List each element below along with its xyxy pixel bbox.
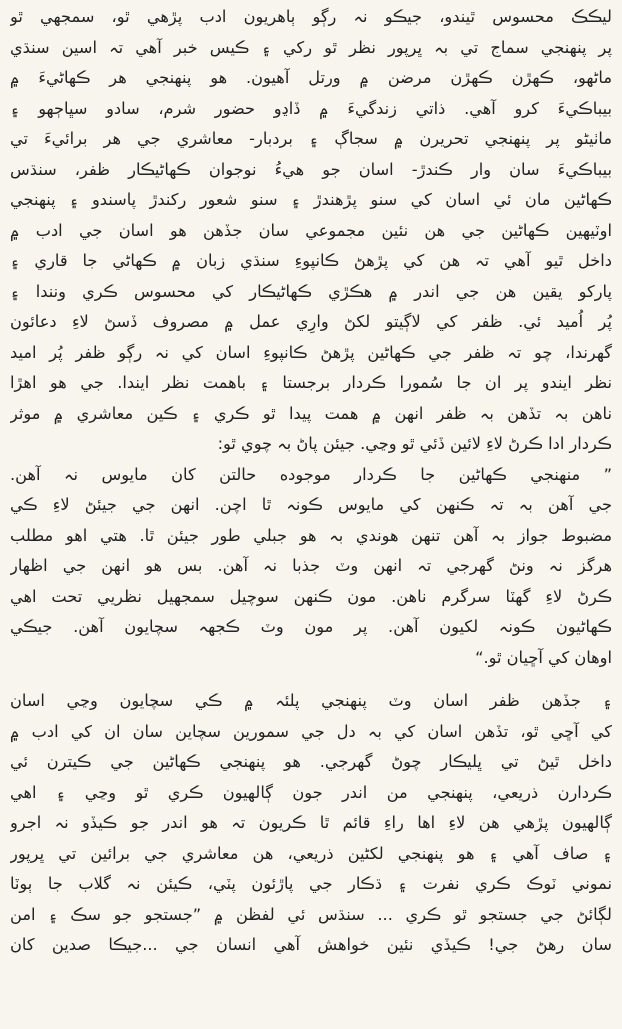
paragraph-intro [10,2,612,460]
text-line: لڳائڻ جي جستجو ٿو ڪري ... سنڌس ئي لفظن ۾ ”جستجو جو سڪ ۽ امن [10,904,612,924]
text-line: اوهان کي آڇيان ٿو.“ [475,647,612,667]
text-line: پُر اُميد ئي. ظفر کي لاڳيتو لکڻ وارِي عمل ۾ مصروف ڏسڻ لاءِ دعائون [10,312,612,331]
text-line: بيباڪيءَ کرو آهي. ذاتي زندگيءَ ۾ ڏاڍو حضور شرم، سادو سڀاڄهو ۽ [10,98,612,118]
text-line: ڪردارن ذريعي، پنهنجي من اندر جون ڳالهيون ڪري ٿو وڃي ۽ اهي [10,782,612,802]
text-line: ڪردار ادا ڪرڻ لاءِ لائين ڏئي ٿو وڃي. جيئن پاڻ بہ چوي ٿو: [217,434,612,453]
text-line: داخل ٿيو آهي تہ هن کي پڙهڻ ڪانپوءِ سنڌي زبان ۾ ڪهاڻي جا قاري ۽ [10,251,612,270]
text-column [10,2,612,961]
text-line: کي آڇي ٿو، تڏهن اسان کي بہ دل جي سمورين سچاين سان ان کي ادب ۾ [10,721,612,741]
text-line: مضبوط جواز بہ آهن تنهن هوندي بہ هو جبلي طور جيئن ٿا. هتي اهو مطلب [10,525,612,545]
text-line: هرگز نہ ونڻ گهرجي تہ انهن وٽ جذبا نہ آهن. بس هو انهن جي اظهار [10,556,612,575]
text-line: ليڪڪ محسوس ٿيندو، جيڪو نہ رڳو ٻاهريون ادب پڙهي ٿو، سمجهي ٿو [10,7,612,26]
text-line: پر پنهنجي سماج تي بہ ڀرپور نظر ٿو رکي ۽ ڪيس خبر آهي تہ اسين سنڌي [10,37,612,57]
text-line: داخل ٿيڻ تي ڀليڪار چوڻ گهرجي. هو پنهنجي ڪهاڻين جي ڪيترن ئي [10,752,612,771]
text-line: گهرندا، چو تہ ظفر جي ڪهاڻين پڙهڻ ڪانپوءِ اسان کي نہ رڳو ظفر پُر اميد [10,342,612,362]
text-line: نموني ٽوڪ ڪري نفرت ۽ ڌڪار جي پاڙئون پٽي، ڪيئن نہ گلاب جا ٻوٽا [10,874,612,893]
text-line: پارکو يقين هن جي اندر ۾ هڪڙي ڪهاڻيڪار کي محسوس ڪري ونندا ۽ [10,281,612,301]
text-line: ڪهاڻيون ڪونہ لکيون آهن. پر مون وٽ ڪجهہ سچايون آهن. جيڪي [10,617,612,636]
paragraph-gap [10,673,612,686]
text-line: ڳالهيون پڙهي هن لاءِ اها راءِ قائم ٿا ڪريون تہ هو اندر جو ڪيڏو نہ اجرو [10,813,612,832]
text-line: ۽ جڏهن ظفر اسان وٽ پنهنجي پلئہ ۾ ڪي سچايون وڃي اسان [10,691,612,710]
paragraph-closing [10,686,612,961]
text-line: ناهن بہ تڏهن بہ ظفر انهن ۾ همت پيدا ٿو ڪري ۽ ڪين معاشري ۾ موثر [10,403,612,423]
text-line: سان رهڻ جي! ڪيڏي نئين خواهش آهي انسان جي ...جيڪا صدين کان [10,935,612,954]
text-line: ماڻهو، ڪهڙن ڪهڙن مرضن ۾ ورتل آهيون. هو پنهنجي هر ڪهاڻيءَ ۾ [10,68,612,87]
text-line: ڪرڻ لاءِ گهٽا سرگرم ناهن. مون ڪنهن سوچيل سمجهيل نظريي تحت اهي [10,586,612,606]
text-line: نظر ايندو پر ان جا سُمورا ڪردار برجستا ۽ باهمت نظر ايندا. جي هو اهڙا [10,373,612,392]
text-line: جي آهن بہ تہ ڪنهن کي مايوس ڪونہ ٿا اچن. انهن جي جيئڻ لاءِ ڪي [10,495,612,514]
quote-paragraph [10,460,612,674]
text-line: ۽ صاف آهي ۽ هو پنهنجي لکڻين ذريعي، هن معاشري جي برائين تي ڀرپور [10,843,612,863]
text-line: ماٺيڻو پر پنهنجي تحريرن ۾ سجاڳ ۽ بردبار- معاشري جي هر برائيءَ تي [10,129,612,148]
text-line: ڪهاڻين مان ئي اسان کي سنو پڙهندڙ ۽ سنو شعور رکندڙ پاسندو ۽ پنهنجي [10,190,612,209]
text-line: ” منهنجي ڪهاڻين جا ڪردار موجوده حالتن کان مايوس نہ آهن. [10,464,612,484]
text-line: اوٽيهين ڪهاڻين جي هن نئين مجموعي سان جڏهن هو اسان جي ادب ۾ [10,220,612,240]
text-line: بيباڪيءَ سان وار ڪندڙ- اسان جو هيءُ نوجوان ڪهاڻيڪار ظفر، سنڌس [10,159,612,179]
